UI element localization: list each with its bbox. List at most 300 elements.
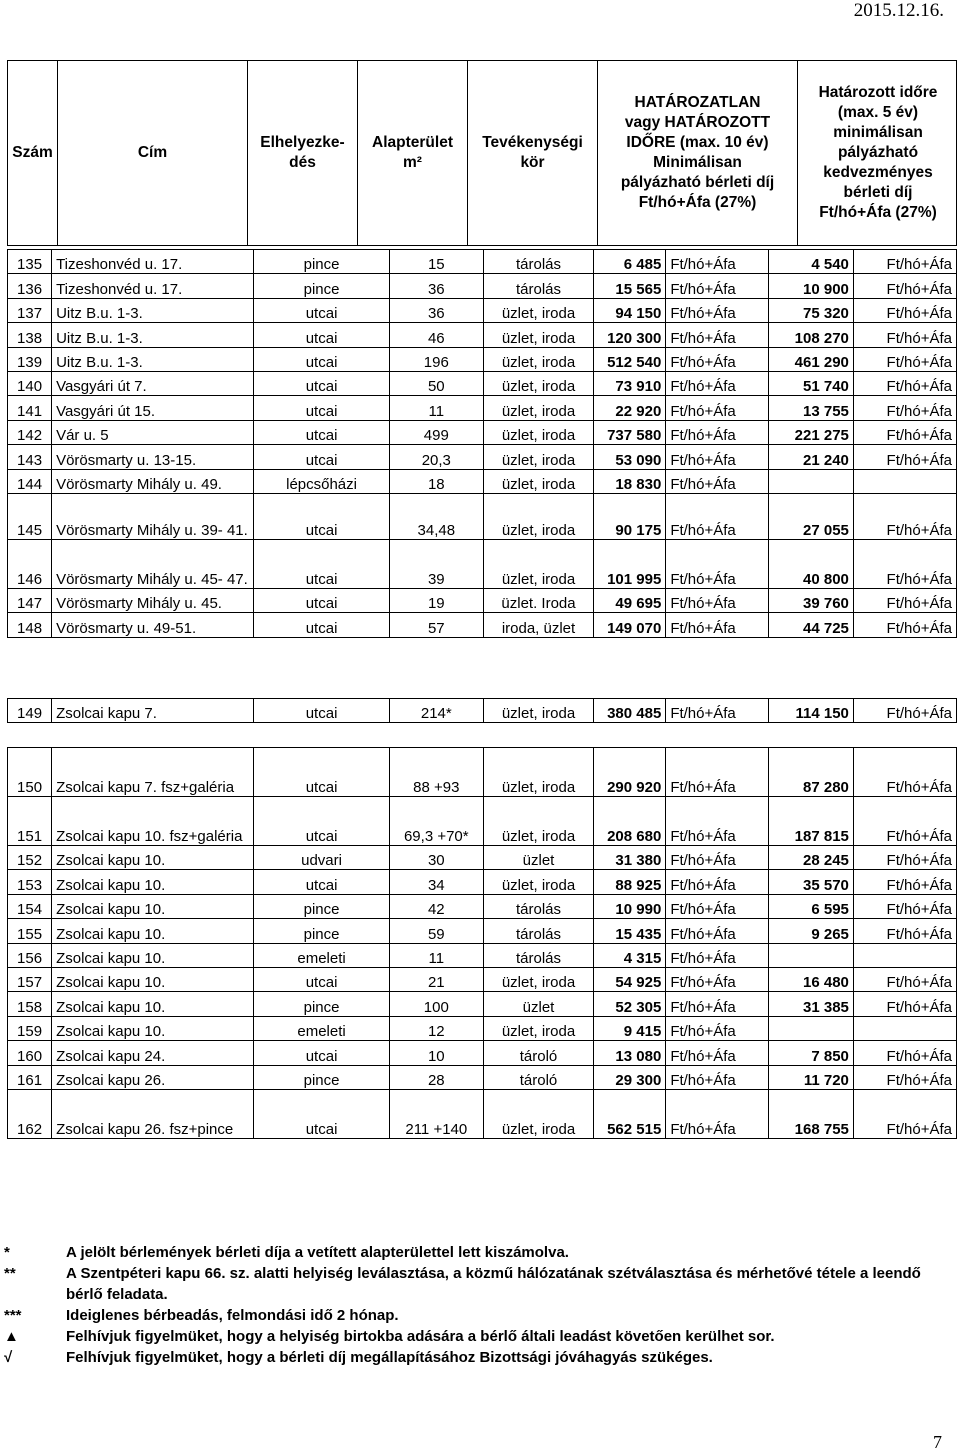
cell-area: 36: [389, 274, 483, 298]
cell-addr: Zsolcai kapu 7. fsz+galéria: [52, 748, 254, 797]
cell-u1: Ft/hó+Áfa: [666, 469, 769, 493]
cell-loc: utcai: [254, 870, 389, 894]
cell-p1: 120 300: [594, 323, 666, 347]
cell-u2: Ft/hó+Áfa: [853, 493, 956, 539]
cell-p2: 114 150: [769, 698, 854, 722]
cell-act: üzlet, iroda: [483, 870, 593, 894]
cell-u2: Ft/hó+Áfa: [853, 396, 956, 420]
table-row: [8, 919, 957, 943]
cell-addr: Zsolcai kapu 24.: [52, 1041, 254, 1065]
spacer-row: [8, 637, 957, 698]
cell-p1: 737 580: [594, 420, 666, 444]
footnote-text: A Szentpéteri kapu 66. sz. alatti helyiség leválasztása, a közmű hálózatának szétválasztása és mérhetővé tétele a leendő bérlő feladata.: [66, 1265, 921, 1303]
cell-u1: Ft/hó+Áfa: [666, 613, 769, 637]
cell-p2: 461 290: [769, 347, 854, 371]
table-row: [8, 493, 957, 539]
cell-loc: utcai: [254, 371, 389, 395]
cell-u1: Ft/hó+Áfa: [666, 396, 769, 420]
cell-p2: 21 240: [769, 445, 854, 469]
header-price-indefinite: HATÁROZATLAN vagy HATÁROZOTT IDŐRE (max. 10 év) Minimálisan pályázható bérleti díj Ft/hó+Áfa (27%): [598, 61, 798, 245]
cell-p1: 15 435: [594, 919, 666, 943]
cell-u1: Ft/hó+Áfa: [666, 420, 769, 444]
cell-u2: Ft/hó+Áfa: [853, 588, 956, 612]
cell-act: tárolás: [483, 919, 593, 943]
cell-addr: Zsolcai kapu 10.: [52, 846, 254, 870]
cell-p2: 10 900: [769, 274, 854, 298]
cell-addr: Zsolcai kapu 10.: [52, 894, 254, 918]
footnote: [4, 1263, 954, 1305]
footnote-symbol: ▲: [4, 1328, 19, 1345]
cell-addr: Vörösmarty Mihály u. 39- 41.: [52, 493, 254, 539]
cell-p1: 52 305: [594, 992, 666, 1016]
cell-p1: 90 175: [594, 493, 666, 539]
cell-u2: Ft/hó+Áfa: [853, 894, 956, 918]
cell-p1: 31 380: [594, 846, 666, 870]
cell-loc: utcai: [254, 298, 389, 322]
cell-n: 135: [8, 250, 52, 274]
cell-p1: 149 070: [594, 613, 666, 637]
cell-area: 21: [389, 968, 483, 992]
cell-p1: 208 680: [594, 797, 666, 846]
cell-addr: Zsolcai kapu 10.: [52, 968, 254, 992]
cell-area: 499: [389, 420, 483, 444]
cell-area: 19: [389, 588, 483, 612]
cell-loc: utcai: [254, 420, 389, 444]
cell-area: 196: [389, 347, 483, 371]
cell-n: 151: [8, 797, 52, 846]
cell-act: üzlet, iroda: [483, 1016, 593, 1040]
cell-act: iroda, üzlet: [483, 613, 593, 637]
cell-u1: Ft/hó+Áfa: [666, 1041, 769, 1065]
cell-loc: utcai: [254, 1089, 389, 1138]
cell-area: 42: [389, 894, 483, 918]
cell-p2: 35 570: [769, 870, 854, 894]
table-row: [8, 298, 957, 322]
table-row: [8, 539, 957, 588]
header-area: Alapterület m²: [358, 61, 468, 245]
cell-p1: 22 920: [594, 396, 666, 420]
cell-loc: utcai: [254, 323, 389, 347]
table-row: [8, 445, 957, 469]
cell-loc: utcai: [254, 797, 389, 846]
cell-addr: Zsolcai kapu 10.: [52, 870, 254, 894]
cell-u2: Ft/hó+Áfa: [853, 1041, 956, 1065]
cell-u2: [853, 943, 956, 967]
cell-n: 160: [8, 1041, 52, 1065]
table-row: [8, 943, 957, 967]
cell-p2: 75 320: [769, 298, 854, 322]
cell-p2: 28 245: [769, 846, 854, 870]
cell-addr: Uitz B.u. 1-3.: [52, 298, 254, 322]
cell-u2: Ft/hó+Áfa: [853, 846, 956, 870]
cell-u1: Ft/hó+Áfa: [666, 748, 769, 797]
table-row: [8, 323, 957, 347]
cell-loc: utcai: [254, 493, 389, 539]
cell-act: üzlet, iroda: [483, 1089, 593, 1138]
cell-area: 34: [389, 870, 483, 894]
cell-u1: Ft/hó+Áfa: [666, 347, 769, 371]
cell-p1: 290 920: [594, 748, 666, 797]
cell-u1: Ft/hó+Áfa: [666, 493, 769, 539]
cell-addr: Zsolcai kapu 7.: [52, 698, 254, 722]
cell-u2: Ft/hó+Áfa: [853, 323, 956, 347]
cell-p1: 9 415: [594, 1016, 666, 1040]
cell-p2: 31 385: [769, 992, 854, 1016]
cell-n: 145: [8, 493, 52, 539]
cell-act: üzlet, iroda: [483, 298, 593, 322]
cell-n: 140: [8, 371, 52, 395]
cell-n: 144: [8, 469, 52, 493]
cell-act: üzlet, iroda: [483, 968, 593, 992]
cell-addr: Zsolcai kapu 26.: [52, 1065, 254, 1089]
header-address: Cím: [58, 61, 248, 245]
footnote-text: Felhívjuk figyelmüket, hogy a helyiség birtokba adására a bérlő általi leadást követően kerülhet sor.: [66, 1328, 775, 1345]
table-row: [8, 371, 957, 395]
cell-u1: Ft/hó+Áfa: [666, 943, 769, 967]
cell-area: 50: [389, 371, 483, 395]
cell-act: tárolás: [483, 250, 593, 274]
cell-p2: 187 815: [769, 797, 854, 846]
cell-loc: pince: [254, 274, 389, 298]
table-row: [8, 748, 957, 797]
cell-act: üzlet, iroda: [483, 797, 593, 846]
cell-p2: 51 740: [769, 371, 854, 395]
cell-u1: Ft/hó+Áfa: [666, 846, 769, 870]
cell-loc: utcai: [254, 588, 389, 612]
cell-act: tároló: [483, 1041, 593, 1065]
table-row: [8, 698, 957, 722]
footnotes: [4, 1242, 954, 1368]
cell-act: üzlet, iroda: [483, 698, 593, 722]
table-row: [8, 894, 957, 918]
cell-loc: utcai: [254, 698, 389, 722]
cell-addr: Vörösmarty u. 13-15.: [52, 445, 254, 469]
cell-p2: 9 265: [769, 919, 854, 943]
footnote-symbol: √: [4, 1349, 13, 1366]
cell-act: üzlet: [483, 992, 593, 1016]
table-row: [8, 420, 957, 444]
cell-act: üzlet, iroda: [483, 469, 593, 493]
cell-addr: Tizeshonvéd u. 17.: [52, 274, 254, 298]
table-row: [8, 396, 957, 420]
cell-n: 142: [8, 420, 52, 444]
cell-loc: utcai: [254, 445, 389, 469]
cell-p2: 40 800: [769, 539, 854, 588]
cell-n: 154: [8, 894, 52, 918]
cell-u2: Ft/hó+Áfa: [853, 347, 956, 371]
cell-area: 15: [389, 250, 483, 274]
cell-addr: Vasgyári út 7.: [52, 371, 254, 395]
cell-u1: Ft/hó+Áfa: [666, 1089, 769, 1138]
cell-area: 12: [389, 1016, 483, 1040]
cell-act: üzlet, iroda: [483, 371, 593, 395]
cell-loc: utcai: [254, 613, 389, 637]
table-row: [8, 250, 957, 274]
cell-u1: Ft/hó+Áfa: [666, 539, 769, 588]
cell-area: 39: [389, 539, 483, 588]
cell-u1: Ft/hó+Áfa: [666, 919, 769, 943]
table-row: [8, 797, 957, 846]
cell-n: 138: [8, 323, 52, 347]
cell-addr: Vár u. 5: [52, 420, 254, 444]
cell-addr: Zsolcai kapu 10.: [52, 919, 254, 943]
table-row: [8, 992, 957, 1016]
cell-u2: Ft/hó+Áfa: [853, 870, 956, 894]
cell-p2: 168 755: [769, 1089, 854, 1138]
cell-p1: 380 485: [594, 698, 666, 722]
cell-u1: Ft/hó+Áfa: [666, 250, 769, 274]
cell-u2: Ft/hó+Áfa: [853, 968, 956, 992]
cell-p2: 87 280: [769, 748, 854, 797]
cell-loc: udvari: [254, 846, 389, 870]
cell-n: 146: [8, 539, 52, 588]
cell-p2: 4 540: [769, 250, 854, 274]
footnote-symbol: **: [4, 1265, 16, 1282]
cell-n: 161: [8, 1065, 52, 1089]
cell-n: 156: [8, 943, 52, 967]
cell-n: 137: [8, 298, 52, 322]
cell-area: 36: [389, 298, 483, 322]
cell-addr: Vörösmarty Mihály u. 45- 47.: [52, 539, 254, 588]
cell-p2: 27 055: [769, 493, 854, 539]
footnote: [4, 1242, 954, 1263]
table-row: [8, 1065, 957, 1089]
table-row: [8, 870, 957, 894]
footnote-text: A jelölt bérlemények bérleti díja a vetített alapterülettel lett kiszámolva.: [66, 1244, 569, 1261]
cell-p2: [769, 943, 854, 967]
cell-loc: lépcsőházi: [254, 469, 389, 493]
cell-n: 141: [8, 396, 52, 420]
cell-n: 149: [8, 698, 52, 722]
cell-u2: Ft/hó+Áfa: [853, 748, 956, 797]
table-row: [8, 588, 957, 612]
cell-area: 30: [389, 846, 483, 870]
cell-u1: Ft/hó+Áfa: [666, 1016, 769, 1040]
cell-addr: Vasgyári út 15.: [52, 396, 254, 420]
cell-act: üzlet, iroda: [483, 493, 593, 539]
cell-p1: 29 300: [594, 1065, 666, 1089]
cell-act: üzlet, iroda: [483, 347, 593, 371]
header-activity: Tevékenységi kör: [468, 61, 598, 245]
footnote: [4, 1347, 954, 1368]
cell-area: 88 +93: [389, 748, 483, 797]
cell-loc: pince: [254, 250, 389, 274]
cell-p2: 7 850: [769, 1041, 854, 1065]
cell-act: üzlet, iroda: [483, 420, 593, 444]
cell-area: 57: [389, 613, 483, 637]
cell-p2: 16 480: [769, 968, 854, 992]
cell-loc: utcai: [254, 396, 389, 420]
cell-addr: Zsolcai kapu 26. fsz+pince: [52, 1089, 254, 1138]
footnote-symbol: ***: [4, 1307, 22, 1324]
cell-act: üzlet, iroda: [483, 323, 593, 347]
cell-p1: 53 090: [594, 445, 666, 469]
cell-act: üzlet, iroda: [483, 396, 593, 420]
cell-p2: 221 275: [769, 420, 854, 444]
cell-act: tárolás: [483, 894, 593, 918]
cell-addr: Tizeshonvéd u. 17.: [52, 250, 254, 274]
cell-addr: Zsolcai kapu 10.: [52, 943, 254, 967]
cell-act: tároló: [483, 1065, 593, 1089]
cell-n: 136: [8, 274, 52, 298]
cell-addr: Vörösmarty u. 49-51.: [52, 613, 254, 637]
cell-area: 10: [389, 1041, 483, 1065]
footnote: [4, 1326, 954, 1347]
cell-act: üzlet, iroda: [483, 445, 593, 469]
cell-p1: 101 995: [594, 539, 666, 588]
cell-n: 155: [8, 919, 52, 943]
cell-u1: Ft/hó+Áfa: [666, 274, 769, 298]
cell-n: 157: [8, 968, 52, 992]
footnote-symbol: *: [4, 1244, 10, 1261]
cell-area: 214*: [389, 698, 483, 722]
cell-addr: Uitz B.u. 1-3.: [52, 347, 254, 371]
cell-n: 139: [8, 347, 52, 371]
cell-p1: 88 925: [594, 870, 666, 894]
cell-loc: pince: [254, 919, 389, 943]
cell-area: 59: [389, 919, 483, 943]
cell-u2: Ft/hó+Áfa: [853, 698, 956, 722]
cell-p2: [769, 469, 854, 493]
cell-addr: Vörösmarty Mihály u. 45.: [52, 588, 254, 612]
cell-p1: 18 830: [594, 469, 666, 493]
cell-u1: Ft/hó+Áfa: [666, 298, 769, 322]
cell-p1: 73 910: [594, 371, 666, 395]
cell-act: tárolás: [483, 274, 593, 298]
table-row: [8, 1089, 957, 1138]
cell-n: 159: [8, 1016, 52, 1040]
table-row: [8, 347, 957, 371]
footnote-text: Felhívjuk figyelmüket, hogy a bérleti díj megállapításához Bizottsági jóváhagyás szükéges.: [66, 1349, 713, 1366]
cell-loc: emeleti: [254, 1016, 389, 1040]
cell-act: üzlet, iroda: [483, 539, 593, 588]
page-number: 7: [933, 1432, 942, 1452]
cell-n: 148: [8, 613, 52, 637]
cell-u2: Ft/hó+Áfa: [853, 539, 956, 588]
cell-loc: pince: [254, 894, 389, 918]
cell-addr: Vörösmarty Mihály u. 49.: [52, 469, 254, 493]
cell-p2: 39 760: [769, 588, 854, 612]
cell-u2: Ft/hó+Áfa: [853, 420, 956, 444]
cell-area: 11: [389, 396, 483, 420]
table-row: [8, 1016, 957, 1040]
cell-loc: pince: [254, 1065, 389, 1089]
table-row: [8, 968, 957, 992]
footnote-text: Ideiglenes bérbeadás, felmondási idő 2 hónap.: [66, 1307, 399, 1324]
cell-u1: Ft/hó+Áfa: [666, 698, 769, 722]
table-row: [8, 274, 957, 298]
cell-addr: Zsolcai kapu 10.: [52, 992, 254, 1016]
cell-p2: 11 720: [769, 1065, 854, 1089]
cell-p1: 15 565: [594, 274, 666, 298]
cell-u1: Ft/hó+Áfa: [666, 323, 769, 347]
table-row: [8, 613, 957, 637]
cell-n: 158: [8, 992, 52, 1016]
cell-u1: Ft/hó+Áfa: [666, 870, 769, 894]
cell-area: 11: [389, 943, 483, 967]
header-price-fixed: Határozott időre (max. 5 év) minimálisan pályázható kedvezményes bérleti díj Ft/hó+Áfa (27%): [818, 84, 938, 221]
cell-loc: utcai: [254, 347, 389, 371]
cell-p2: 13 755: [769, 396, 854, 420]
cell-u2: Ft/hó+Áfa: [853, 298, 956, 322]
cell-u2: Ft/hó+Áfa: [853, 1065, 956, 1089]
cell-p1: 512 540: [594, 347, 666, 371]
cell-u2: Ft/hó+Áfa: [853, 445, 956, 469]
header-number: Szám: [8, 61, 58, 245]
cell-u1: Ft/hó+Áfa: [666, 588, 769, 612]
table-header: [7, 60, 957, 246]
cell-act: üzlet: [483, 846, 593, 870]
cell-act: üzlet. Iroda: [483, 588, 593, 612]
cell-act: üzlet, iroda: [483, 748, 593, 797]
cell-act: tárolás: [483, 943, 593, 967]
cell-area: 211 +140: [389, 1089, 483, 1138]
cell-u1: Ft/hó+Áfa: [666, 992, 769, 1016]
cell-u1: Ft/hó+Áfa: [666, 1065, 769, 1089]
cell-addr: Uitz B.u. 1-3.: [52, 323, 254, 347]
cell-p2: [769, 1016, 854, 1040]
cell-p2: 44 725: [769, 613, 854, 637]
cell-loc: utcai: [254, 968, 389, 992]
footnote: [4, 1305, 954, 1326]
cell-p1: 49 695: [594, 588, 666, 612]
cell-p1: 10 990: [594, 894, 666, 918]
cell-u2: Ft/hó+Áfa: [853, 919, 956, 943]
cell-u2: Ft/hó+Áfa: [853, 371, 956, 395]
cell-u1: Ft/hó+Áfa: [666, 968, 769, 992]
cell-addr: Zsolcai kapu 10.: [52, 1016, 254, 1040]
cell-loc: utcai: [254, 1041, 389, 1065]
cell-loc: utcai: [254, 748, 389, 797]
cell-u1: Ft/hó+Áfa: [666, 797, 769, 846]
cell-loc: emeleti: [254, 943, 389, 967]
cell-p1: 13 080: [594, 1041, 666, 1065]
cell-n: 143: [8, 445, 52, 469]
cell-n: 150: [8, 748, 52, 797]
spacer-row: [8, 723, 957, 748]
property-table: [7, 249, 957, 1139]
cell-u2: Ft/hó+Áfa: [853, 250, 956, 274]
cell-u1: Ft/hó+Áfa: [666, 894, 769, 918]
page-date: 2015.12.16.: [853, 0, 944, 21]
cell-p1: 94 150: [594, 298, 666, 322]
cell-p2: 6 595: [769, 894, 854, 918]
cell-addr: Zsolcai kapu 10. fsz+galéria: [52, 797, 254, 846]
cell-area: 34,48: [389, 493, 483, 539]
cell-u1: Ft/hó+Áfa: [666, 445, 769, 469]
cell-area: 28: [389, 1065, 483, 1089]
cell-u2: Ft/hó+Áfa: [853, 992, 956, 1016]
cell-n: 147: [8, 588, 52, 612]
cell-n: 153: [8, 870, 52, 894]
cell-area: 20,3: [389, 445, 483, 469]
cell-n: 152: [8, 846, 52, 870]
cell-p1: 54 925: [594, 968, 666, 992]
cell-u2: Ft/hó+Áfa: [853, 613, 956, 637]
cell-p1: 4 315: [594, 943, 666, 967]
cell-area: 100: [389, 992, 483, 1016]
cell-area: 18: [389, 469, 483, 493]
cell-u1: Ft/hó+Áfa: [666, 371, 769, 395]
cell-loc: utcai: [254, 539, 389, 588]
header-location: Elhelyezke- dés: [248, 61, 358, 245]
cell-loc: pince: [254, 992, 389, 1016]
cell-p1: 6 485: [594, 250, 666, 274]
cell-u2: Ft/hó+Áfa: [853, 1089, 956, 1138]
cell-p2: 108 270: [769, 323, 854, 347]
cell-u2: Ft/hó+Áfa: [853, 797, 956, 846]
cell-area: 69,3 +70*: [389, 797, 483, 846]
